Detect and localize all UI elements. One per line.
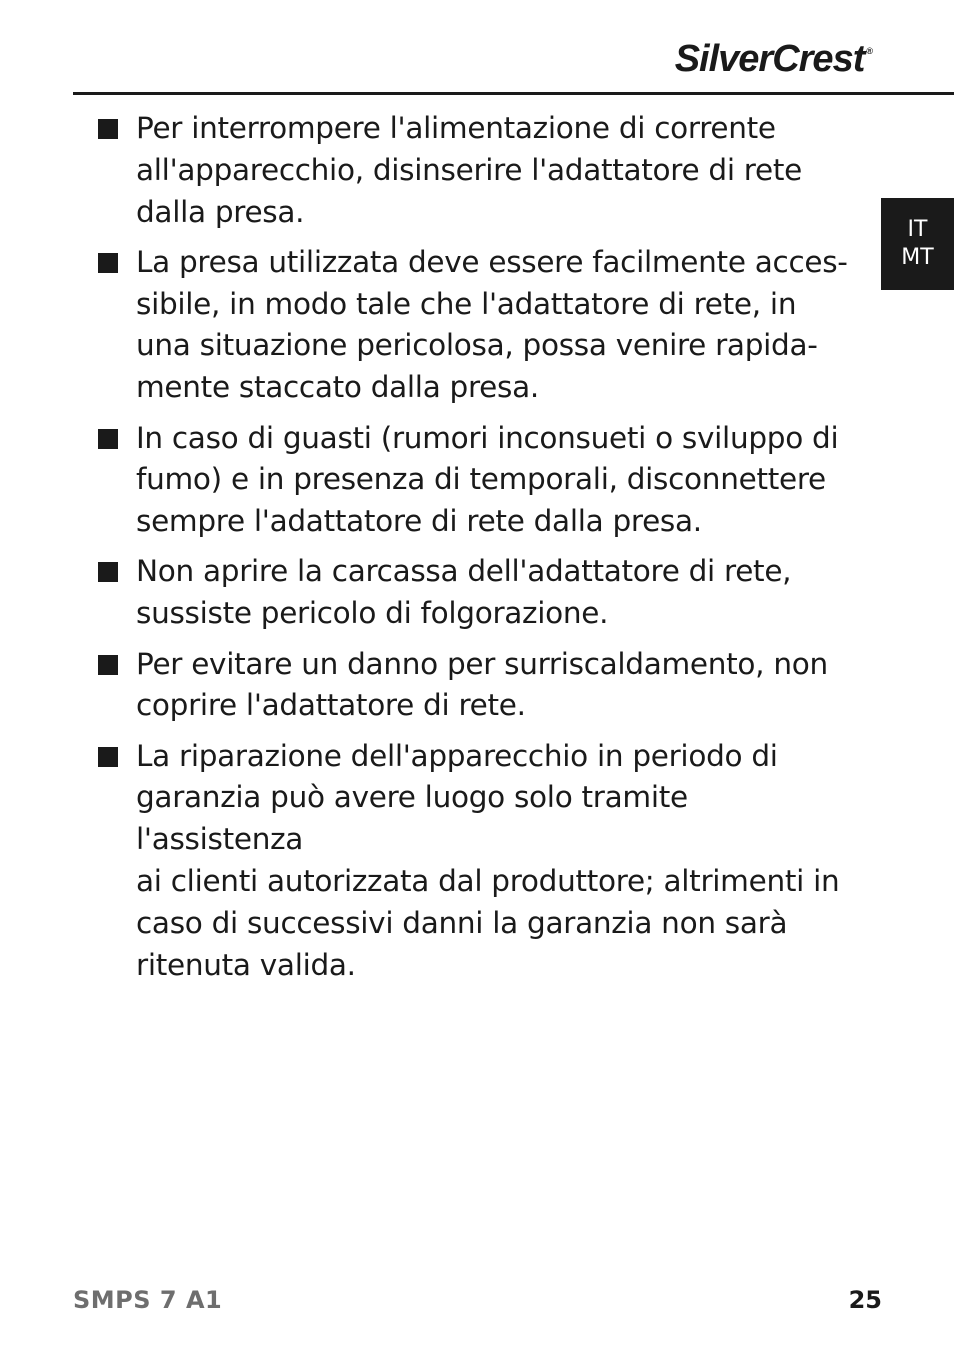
list-item — [98, 242, 858, 409]
square-bullet-icon — [98, 747, 118, 767]
list-item-text: Non aprire la carcassa dell'adattatore di rete, sussiste pericolo di folgorazione. — [136, 554, 792, 631]
page-number: 25 — [848, 1286, 882, 1314]
list-item — [98, 551, 858, 635]
square-bullet-icon — [98, 253, 118, 273]
list-item-text: La riparazione dell'apparecchio in periodo di garanzia può avere luogo solo tramite l'assistenza ai clienti autorizzata dal produttore; altrimenti in caso di successivi danni la garanzia non sarà ritenuta valida. — [136, 738, 840, 982]
square-bullet-icon — [98, 429, 118, 449]
language-tab-it: IT — [907, 217, 928, 242]
language-tab — [881, 198, 954, 290]
list-item — [98, 644, 858, 728]
list-item-text: Per evitare un danno per surriscaldamento, non coprire l'adattatore di rete. — [136, 646, 828, 723]
registered-mark: ® — [866, 46, 872, 56]
list-item — [98, 736, 858, 987]
square-bullet-icon — [98, 655, 118, 675]
footer-model-number: SMPS 7 A1 — [73, 1286, 223, 1314]
safety-instructions-list — [98, 108, 858, 995]
header-divider — [73, 92, 954, 95]
list-item-text: La presa utilizzata deve essere facilmente acces- sibile, in modo tale che l'adattatore di rete, in una situazione pericolosa, possa venire rapida- mente staccato dalla presa. — [136, 244, 848, 405]
list-item — [98, 418, 858, 543]
brand-logo — [675, 38, 872, 81]
square-bullet-icon — [98, 562, 118, 582]
list-item — [98, 108, 858, 233]
brand-name: SilverCrest — [674, 38, 865, 80]
list-item-text: Per interrompere l'alimentazione di corrente all'apparecchio, disinserire l'adattatore di rete dalla presa. — [136, 111, 802, 229]
language-tab-mt: MT — [901, 245, 934, 270]
list-item-text: In caso di guasti (rumori inconsueti o sviluppo di fumo) e in presenza di temporali, disconnettere sempre l'adattatore di rete dalla presa. — [136, 420, 839, 539]
square-bullet-icon — [98, 119, 118, 139]
